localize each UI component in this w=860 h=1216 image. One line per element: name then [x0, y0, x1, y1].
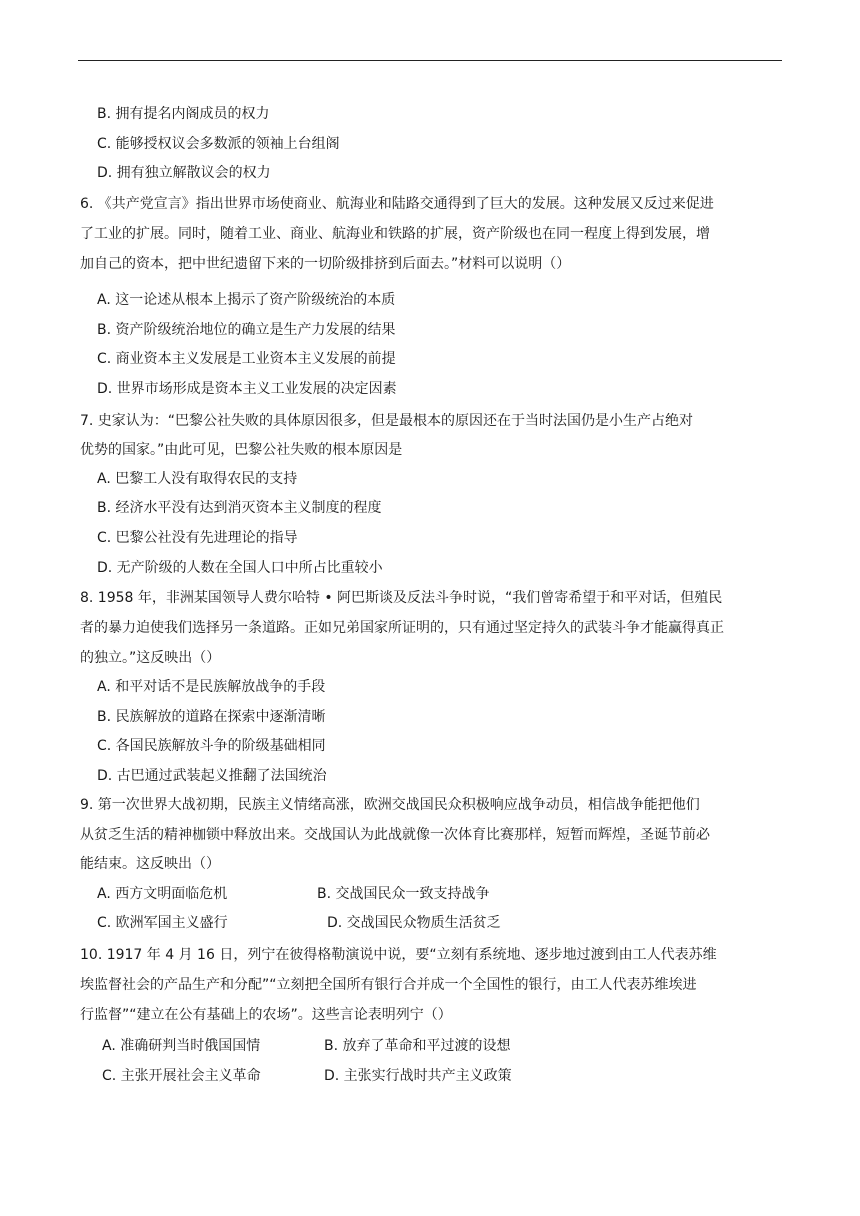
q10-stem-line-1: 10. 1917 年 4 月 16 日，列宁在彼得格勒演说中说，要“立刻有系统地、逐步地过渡到由工人代表苏维: [80, 947, 717, 963]
q10-stem-line-3: 行监督”“建立在公有基础上的农场”。这些言论表明列宁（）: [80, 1007, 452, 1023]
q5-option-c: C. 能够授权议会多数派的领袖上台组阁: [97, 136, 340, 152]
q6-stem-line-2: 了工业的扩展。同时，随着工业、商业、航海业和铁路的扩展，资产阶级也在同一程度上得到发展，增: [80, 226, 710, 242]
q9-option-b: B. 交战国民众一致支持战争: [317, 886, 490, 902]
header-rule: [78, 60, 782, 61]
q6-option-d: D. 世界市场形成是资本主义工业发展的决定因素: [97, 381, 397, 397]
q8-option-d: D. 古巴通过武装起义推翻了法国统治: [97, 768, 327, 784]
q9-option-c: C. 欧洲军国主义盛行: [97, 915, 228, 931]
q9-stem-line-2: 从贫乏生活的精神枷锁中释放出来。交战国认为此战就像一次体育比赛那样，短暂而辉煌，圣诞节前必: [80, 827, 710, 843]
q6-stem-line-3: 加自己的资本，把中世纪遗留下来的一切阶级排挤到后面去。”材料可以说明（）: [80, 256, 571, 272]
q7-option-c: C. 巴黎公社没有先进理论的指导: [97, 530, 298, 546]
q10-option-c: C. 主张开展社会主义革命: [102, 1068, 261, 1084]
q9-stem-line-1: 9. 第一次世界大战初期，民族主义情绪高涨，欧洲交战国民众积极响应战争动员，相信战争能把他们: [80, 797, 700, 813]
q7-option-d: D. 无产阶级的人数在全国人口中所占比重较小: [97, 560, 383, 576]
q8-option-a: A. 和平对话不是民族解放战争的手段: [97, 679, 326, 695]
q7-stem-line-2: 优势的国家。”由此可见，巴黎公社失败的根本原因是: [80, 442, 403, 458]
q10-option-a: A. 准确研判当时俄国国情: [102, 1038, 261, 1054]
q6-option-a: A. 这一论述从根本上揭示了资产阶级统治的本质: [97, 292, 396, 308]
q8-stem-line-2: 者的暴力迫使我们选择另一条道路。正如兄弟国家所证明的，只有通过坚定持久的武装斗争才能赢得真正: [80, 620, 724, 636]
q8-option-b: B. 民族解放的道路在探索中逐渐清晰: [97, 709, 326, 725]
q6-option-c: C. 商业资本主义发展是工业资本主义发展的前提: [97, 351, 396, 367]
q10-option-b: B. 放弃了革命和平过渡的设想: [324, 1038, 511, 1054]
q7-option-b: B. 经济水平没有达到消灭资本主义制度的程度: [97, 500, 382, 516]
q5-option-b: B. 拥有提名内阁成员的权力: [97, 106, 270, 122]
q8-stem-line-3: 的独立。”这反映出（）: [80, 650, 221, 666]
q9-option-a: A. 西方文明面临危机: [97, 886, 228, 902]
q7-stem-line-1: 7. 史家认为：“巴黎公社失败的具体原因很多，但是最根本的原因还在于当时法国仍是小生产占绝对: [80, 413, 694, 429]
q7-option-a: A. 巴黎工人没有取得农民的支持: [97, 471, 298, 487]
q9-option-d: D. 交战国民众物质生活贫乏: [327, 915, 501, 931]
q10-option-d: D. 主张实行战时共产主义政策: [324, 1068, 512, 1084]
q8-stem-line-1: 8. 1958 年，非洲某国领导人费尔哈特 • 阿巴斯谈及反法斗争时说，“我们曾寄希望于和平对话，但殖民: [80, 590, 723, 606]
q8-option-c: C. 各国民族解放斗争的阶级基础相同: [97, 738, 326, 754]
q6-option-b: B. 资产阶级统治地位的确立是生产力发展的结果: [97, 322, 396, 338]
q9-stem-line-3: 能结束。这反映出（）: [80, 856, 220, 872]
q6-stem-line-1: 6. 《共产党宣言》指出世界市场使商业、航海业和陆路交通得到了巨大的发展。这种发展又反过来促进: [80, 196, 714, 212]
q10-stem-line-2: 埃监督社会的产品生产和分配”“立刻把全国所有银行合并成一个全国性的银行，由工人代表苏维埃进: [80, 977, 697, 993]
q5-option-d: D. 拥有独立解散议会的权力: [97, 165, 271, 181]
